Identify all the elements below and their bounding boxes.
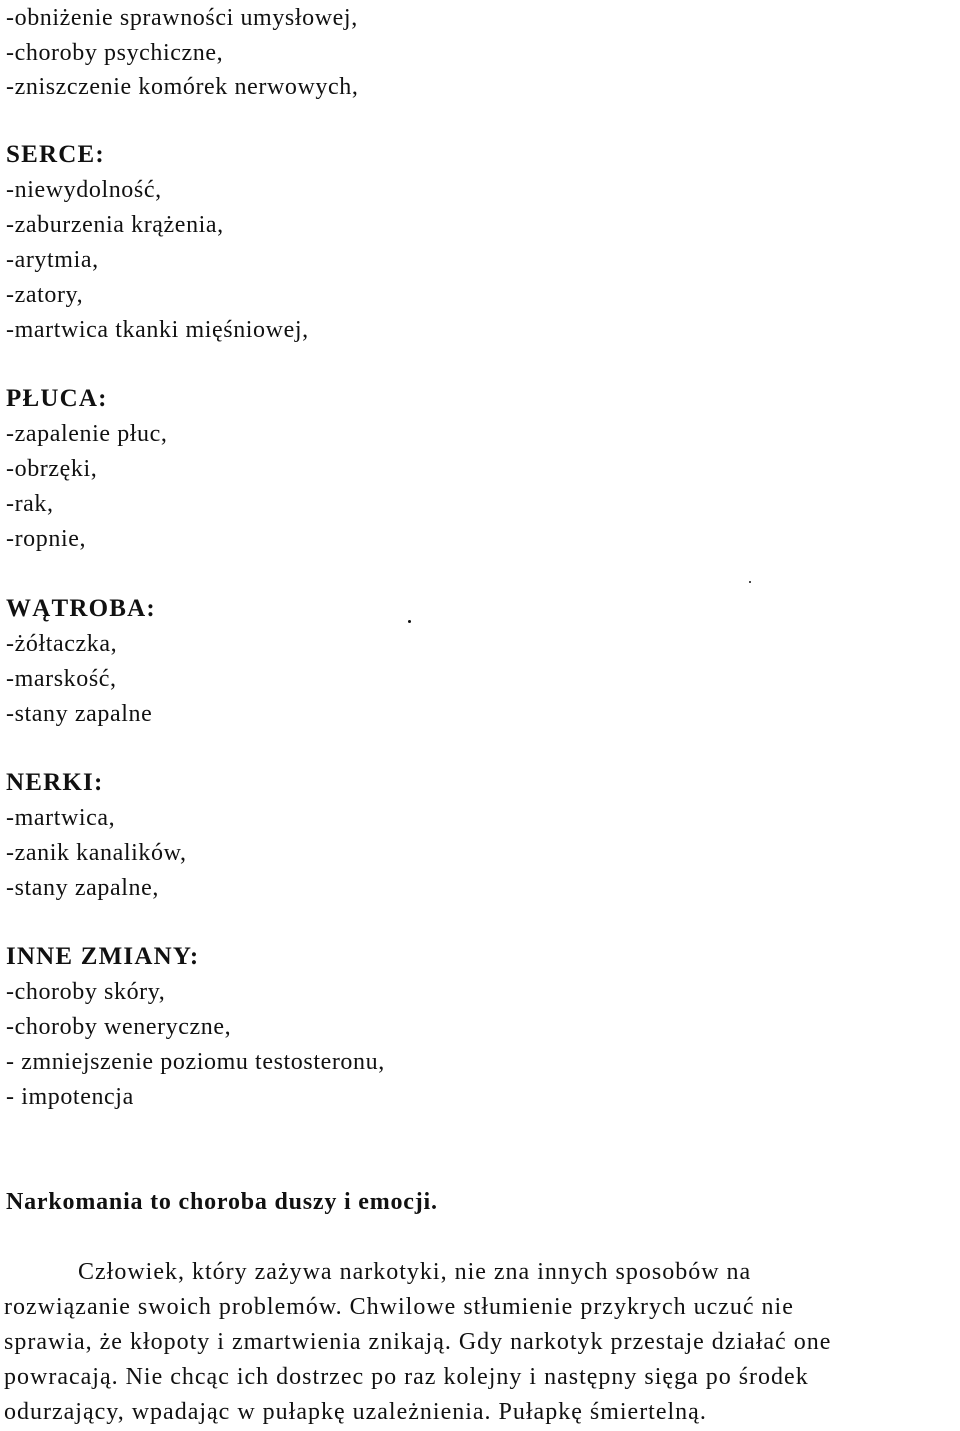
scan-speck <box>749 581 751 583</box>
inne-item: -choroby weneryczne, <box>6 1014 232 1040</box>
serce-item: -martwica tkanki mięśniowej, <box>6 317 309 343</box>
section-heading-serce: SERCE: <box>6 141 105 168</box>
watroba-item: -stany zapalne <box>6 701 153 727</box>
watroba-item: -marskość, <box>6 666 117 692</box>
scan-speck <box>408 620 411 623</box>
pluca-item: -obrzęki, <box>6 456 98 482</box>
closing-paragraph-line: powracają. Nie chcąc ich dostrzec po raz kolejny i następny sięga po środek <box>4 1364 809 1390</box>
inne-item: - impotencja <box>6 1084 134 1110</box>
watroba-item: -żółtaczka, <box>6 631 118 657</box>
serce-item: -zatory, <box>6 282 84 308</box>
closing-paragraph-line: odurzający, wpadając w pułapkę uzależnienia. Pułapkę śmiertelną. <box>4 1399 707 1425</box>
nerki-item: -zanik kanalików, <box>6 840 187 866</box>
closing-paragraph-line: Człowiek, który zażywa narkotyki, nie zna innych sposobów na <box>78 1259 752 1285</box>
serce-item: -arytmia, <box>6 247 99 273</box>
serce-item: -niewydolność, <box>6 177 162 203</box>
nerki-item: -stany zapalne, <box>6 875 159 901</box>
section-heading-nerki: NERKI: <box>6 769 104 796</box>
closing-paragraph-line: sprawia, że kłopoty i zmartwienia znikają. Gdy narkotyk przestaje działać one <box>4 1329 832 1355</box>
pluca-item: -rak, <box>6 491 54 517</box>
closing-title: Narkomania to choroba duszy i emocji. <box>6 1189 438 1215</box>
intro-line-1: -obniżenie sprawności umysłowej, <box>6 5 358 31</box>
intro-line-3: -zniszczenie komórek nerwowych, <box>6 74 359 100</box>
inne-item: - zmniejszenie poziomu testosteronu, <box>6 1049 385 1075</box>
inne-item: -choroby skóry, <box>6 979 166 1005</box>
section-heading-pluca: PŁUCA: <box>6 385 108 412</box>
section-heading-inne-zmiany: INNE ZMIANY: <box>6 943 200 970</box>
section-heading-watroba: WĄTROBA: <box>6 595 156 622</box>
serce-item: -zaburzenia krążenia, <box>6 212 224 238</box>
closing-paragraph-line: rozwiązanie swoich problemów. Chwilowe stłumienie przykrych uczuć nie <box>4 1294 794 1320</box>
pluca-item: -zapalenie płuc, <box>6 421 168 447</box>
intro-line-2: -choroby psychiczne, <box>6 40 224 66</box>
pluca-item: -ropnie, <box>6 526 87 552</box>
nerki-item: -martwica, <box>6 805 116 831</box>
